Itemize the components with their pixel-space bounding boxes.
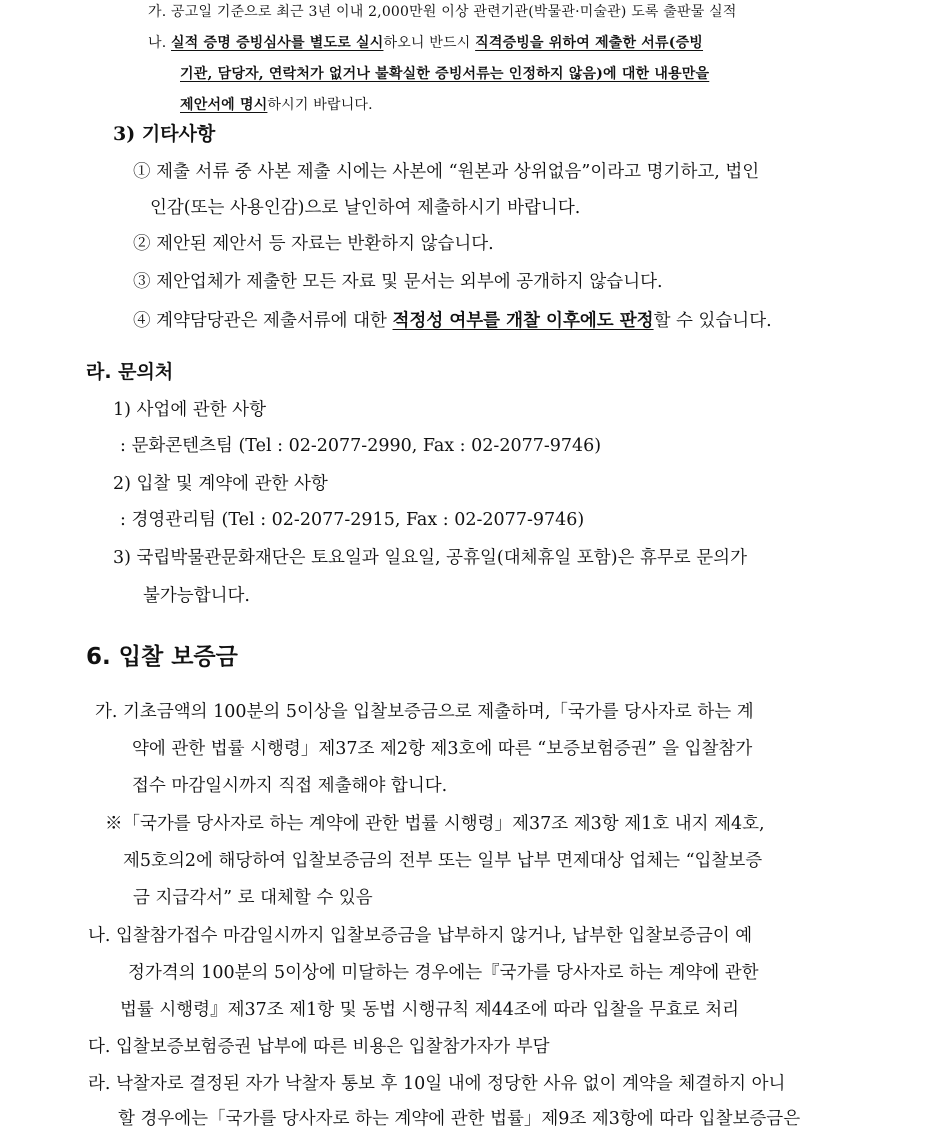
contact-business-value: : 문화콘텐츠팀 (Tel : 02-2077-2990, Fax : 02-2077-9746) — [120, 436, 602, 456]
s6-ga-line2: 약에 관한 법률 시행령」제37조 제2항 제3호에 따른 “보증보험증권” 을 입찰참가 — [132, 739, 753, 759]
contact-note-line2: 불가능합니다. — [143, 586, 250, 606]
emphasis-text: 직격증빙을 위하여 제출한 서류(증빙 — [475, 35, 704, 51]
etc-item-2: ② 제안된 제안서 등 자료는 반환하지 않습니다. — [133, 234, 494, 254]
s6-note-line2: 제5호의2에 해당하여 입찰보증금의 전부 또는 일부 납부 면제대상 업체는 “입찰보증 — [123, 851, 763, 871]
contact-heading: 라. 문의처 — [86, 361, 174, 383]
s6-ra-line1: 라. 낙찰자로 결정된 자가 낙찰자 통보 후 10일 내에 정당한 사유 없이 계약을 체결하지 아니 — [88, 1074, 786, 1094]
s6-ra-line2: 할 경우에는「국가를 당사자로 하는 계약에 관한 법률」제9조 제3항에 따라 입찰보증금은 — [118, 1109, 801, 1129]
etc-item-4 — [133, 309, 772, 333]
s6-note-line3: 금 지급각서” 로 대체할 수 있음 — [133, 888, 373, 908]
section-6-title: 6. 입찰 보증금 — [86, 644, 238, 670]
s6-na-line3: 법률 시행령』제37조 제1항 및 동법 시행규칙 제44조에 따라 입찰을 무효로 처리 — [120, 1000, 740, 1020]
eligibility-item-ga: 가. 공고일 기준으로 최근 3년 이내 2,000만원 이상 관련기관(박물관·미술관) 도록 출판물 실적 — [148, 4, 737, 20]
item-marker: 나. — [148, 35, 172, 51]
contact-bid-label: 2) 입찰 및 계약에 관한 사항 — [113, 474, 328, 494]
s6-ga-line1: 가. 기초금액의 100분의 5이상을 입찰보증금으로 제출하며,「국가를 당사자로 하는 계 — [95, 702, 754, 722]
etc-item-1-line1: ① 제출 서류 중 사본 제출 시에는 사본에 “원본과 상위없음”이라고 명기하고, 법인 — [133, 162, 760, 182]
emphasis-text: 제안서에 명시 — [180, 97, 268, 113]
s6-da-line: 다. 입찰보증보험증권 납부에 따른 비용은 입찰참가자가 부담 — [88, 1037, 550, 1057]
etc-item-1-line2: 인감(또는 사용인감)으로 날인하여 제출하시기 바랍니다. — [150, 198, 581, 218]
body-text: 할 수 있습니다. — [653, 311, 772, 331]
emphasis-text: 적정성 여부를 개찰 이후에도 판정 — [392, 311, 654, 331]
body-text: 하시기 바랍니다. — [267, 97, 373, 113]
emphasis-text: 실적 증명 증빙심사를 별도로 실시 — [171, 35, 384, 51]
contact-note-line1: 3) 국립박물관문화재단은 토요일과 일요일, 공휴일(대체휴일 포함)은 휴무로 문의가 — [113, 548, 747, 568]
eligibility-item-na-line3 — [180, 93, 373, 117]
s6-ga-line3: 접수 마감일시까지 직접 제출해야 합니다. — [132, 776, 448, 796]
etc-heading: 3) 기타사항 — [113, 123, 216, 145]
eligibility-item-na-line1 — [148, 31, 703, 55]
etc-item-3: ③ 제안업체가 제출한 모든 자료 및 문서는 외부에 공개하지 않습니다. — [133, 272, 663, 292]
s6-na-line2: 정가격의 100분의 5이상에 미달하는 경우에는『국가를 당사자로 하는 계약에 관한 — [128, 963, 759, 983]
body-text: ④ 계약담당관은 제출서류에 대한 — [133, 311, 393, 331]
contact-bid-value: : 경영관리팀 (Tel : 02-2077-2915, Fax : 02-2077-9746) — [120, 510, 585, 530]
body-text: 하오니 반드시 — [383, 35, 476, 51]
eligibility-item-na-line2: 기관, 담당자, 연락처가 없거나 불확실한 증빙서류는 인정하지 않음)에 대한 내용만을 — [180, 66, 710, 82]
contact-business-label: 1) 사업에 관한 사항 — [113, 400, 266, 420]
s6-note-line1: ※「국가를 당사자로 하는 계약에 관한 법률 시행령」제37조 제3항 제1호 내지 제4호, — [105, 814, 765, 834]
s6-na-line1: 나. 입찰참가접수 마감일시까지 입찰보증금을 납부하지 않거나, 납부한 입찰보증금이 예 — [88, 926, 753, 946]
